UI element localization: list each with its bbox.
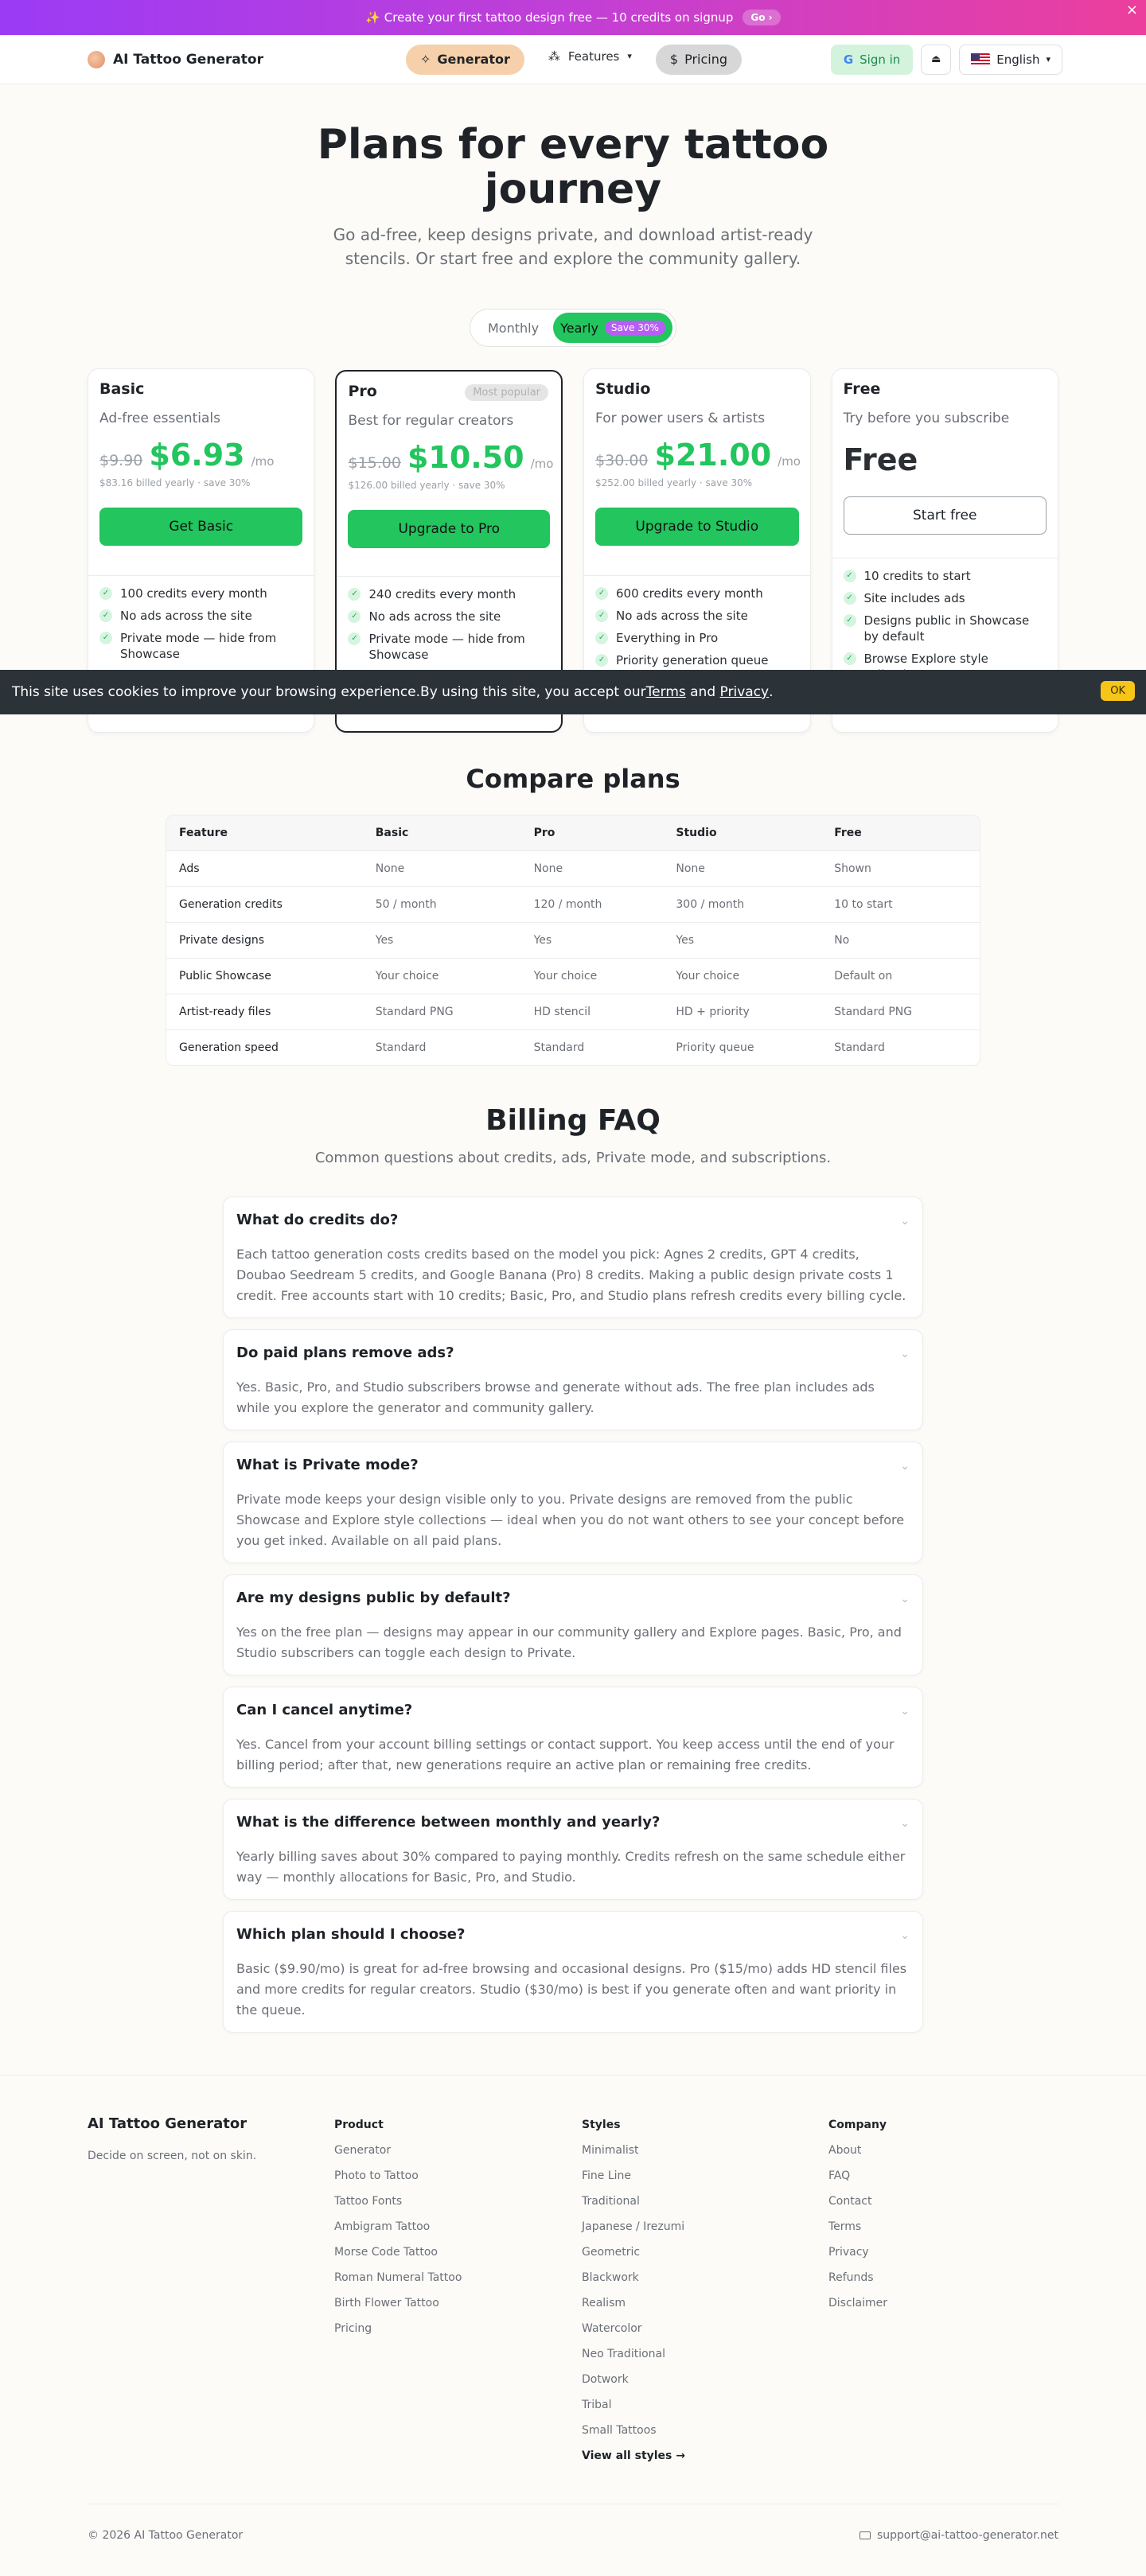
- faq-question: What is Private mode?: [236, 1457, 419, 1473]
- footer-column-title: Product: [334, 2119, 384, 2131]
- chevron-down-icon: ▾: [1046, 54, 1050, 64]
- faq-answer: Yes. Basic, Pro, and Studio subscribers browse and generate without ads. The free plan includes ads while you explore the generator and community gallery.: [236, 1379, 875, 1415]
- feature-text: 10 credits to start: [863, 569, 971, 583]
- table-cell: Priority queue: [676, 1041, 754, 1054]
- yearly-label: Yearly: [560, 320, 598, 336]
- promo-text: ✨ Create your first tattoo design free — 10 credits on signup: [365, 10, 734, 25]
- footer-link[interactable]: Privacy: [828, 2246, 869, 2259]
- table-header: Free: [834, 827, 862, 839]
- table-cell: Shown: [834, 862, 871, 875]
- page-title: Plans for every tattoo journey: [317, 121, 829, 213]
- table-cell: Yes: [533, 934, 552, 947]
- feature-text: 240 credits every month: [368, 587, 516, 601]
- footer-company-column: [828, 2115, 887, 2309]
- faq-question: Are my designs public by default?: [236, 1590, 511, 1606]
- table-cell: Ads: [179, 862, 200, 875]
- faq-question: What do credits do?: [236, 1212, 399, 1228]
- feature-item: [348, 586, 550, 602]
- theme-toggle-button[interactable]: [921, 45, 951, 75]
- table-cell: Artist-ready files: [179, 1006, 271, 1018]
- sign-in-label: Sign in: [860, 52, 901, 67]
- promo-close-icon[interactable]: ×: [1125, 2, 1138, 18]
- feature-item: [595, 586, 798, 601]
- google-icon: G: [843, 52, 854, 67]
- grid-icon: ⁂: [548, 49, 560, 64]
- table-cell: 50 / month: [375, 898, 437, 911]
- language-label: English: [996, 52, 1040, 67]
- sign-in-button[interactable]: [831, 45, 913, 75]
- feature-text: No ads across the site: [616, 609, 748, 623]
- chevron-down-icon: ⌄: [900, 1817, 910, 1830]
- feature-item: [348, 631, 550, 663]
- promo-banner: [0, 0, 1146, 35]
- footer-link[interactable]: Neo Traditional: [582, 2348, 665, 2360]
- footer-link[interactable]: Photo to Tattoo: [334, 2169, 419, 2182]
- faq-question: Do paid plans remove ads?: [236, 1344, 454, 1361]
- footer-tagline: Decide on screen, not on skin.: [88, 2150, 257, 2162]
- faq-item[interactable]: [223, 1911, 923, 2033]
- chevron-down-icon: ⌄: [900, 1348, 910, 1360]
- faq-question: What is the difference between monthly and yearly?: [236, 1814, 661, 1831]
- faq-answer: Yes. Cancel from your account billing settings or contact support. You keep access until the end of your billing period; after that, new generations require an active plan or remaining free credits.: [236, 1737, 895, 1772]
- plan-tagline: For power users & artists: [595, 411, 766, 426]
- chevron-down-icon: ⌄: [900, 1929, 910, 1942]
- table-cell: Public Showcase: [179, 970, 271, 983]
- compare-title: Compare plans: [466, 764, 680, 794]
- current-price: $6.93: [149, 438, 245, 473]
- table-cell: Standard: [834, 1041, 885, 1054]
- old-price: $15.00: [348, 454, 401, 472]
- footer-link[interactable]: Refunds: [828, 2271, 874, 2284]
- privacy-link[interactable]: Privacy: [719, 684, 770, 700]
- feature-item: [99, 586, 302, 601]
- dollar-icon: $: [669, 52, 679, 67]
- upgrade-to-pro-button[interactable]: Upgrade to Pro: [348, 510, 550, 548]
- faq-answer: Each tattoo generation costs credits based on the model you pick: Agnes 2 credits, GPT 4 credits, Doubao Seedream 5 credits, and Google Banana (Pro) 8 credits. Making a public design private costs 1 credit. Free accounts start with 10 credits; Basic, Pro, and Studio plans refresh credits every billing cycle.: [236, 1247, 906, 1303]
- mail-icon: [860, 2531, 871, 2539]
- check-icon: ✓: [844, 652, 856, 665]
- table-header: Studio: [676, 827, 717, 839]
- feature-item: [348, 609, 550, 625]
- upgrade-to-studio-button[interactable]: Upgrade to Studio: [595, 508, 798, 546]
- compare-table: [166, 815, 980, 1066]
- sparkle-icon: ✧: [420, 52, 431, 67]
- faq-answer: Yes on the free plan — designs may appear in our community gallery and Explore pages. Basic, Pro, and Studio subscribers can toggle each design to Private.: [236, 1625, 902, 1660]
- check-icon: ✓: [595, 587, 608, 600]
- plan-name: Free: [843, 380, 881, 398]
- chevron-down-icon: ⌄: [900, 1705, 910, 1718]
- language-select[interactable]: [959, 45, 1062, 75]
- table-cell: Generation speed: [179, 1041, 279, 1054]
- start-free-button[interactable]: Start free: [844, 496, 1047, 535]
- feature-item: [99, 630, 302, 662]
- feature-item: [595, 652, 798, 668]
- chevron-down-icon: ▾: [627, 50, 632, 61]
- table-cell: Yes: [375, 934, 394, 947]
- nav-pricing-label: Pricing: [684, 52, 728, 67]
- faq-answer: Yearly billing saves about 30% compared to paying monthly. Credits refresh on the same schedule either way — monthly allocations for Basic, Pro, and Studio.: [236, 1849, 906, 1885]
- old-price: $9.90: [99, 452, 143, 469]
- check-icon: ✓: [348, 610, 361, 623]
- feature-item: [844, 590, 1047, 606]
- get-basic-button[interactable]: Get Basic: [99, 508, 302, 546]
- promo-go-button[interactable]: Go ›: [743, 10, 780, 25]
- table-cell: Generation credits: [179, 898, 283, 911]
- footer-link[interactable]: Disclaimer: [828, 2297, 888, 2309]
- plan-tagline: Best for regular creators: [348, 413, 514, 429]
- footer-column-title: Styles: [582, 2119, 621, 2131]
- table-header: Feature: [179, 827, 228, 839]
- table-cell: Yes: [676, 934, 694, 947]
- brand-name: AI Tattoo Generator: [113, 51, 263, 68]
- footer-link[interactable]: Morse Code Tattoo: [334, 2246, 438, 2259]
- footer: [0, 2075, 1146, 2576]
- plan-features: [584, 576, 809, 684]
- theme-icon: ⏏: [931, 53, 941, 65]
- table-cell: None: [676, 862, 705, 875]
- table-cell: No: [834, 934, 850, 947]
- check-icon: ✓: [595, 654, 608, 667]
- cookie-text: This site uses cookies to improve your browsing experience.By using this site, you accept our: [12, 684, 646, 700]
- table-row: [166, 886, 980, 922]
- save-badge: Save 30%: [605, 321, 665, 335]
- plan-name: Basic: [99, 380, 145, 398]
- billed-note: $83.16 billed yearly · save 30%: [99, 477, 251, 488]
- check-icon: ✓: [595, 609, 608, 622]
- top-nav: [0, 35, 1146, 84]
- footer-link[interactable]: Minimalist: [582, 2144, 639, 2157]
- feature-text: Private mode — hide from Showcase: [120, 631, 277, 661]
- faq-item[interactable]: [223, 1574, 923, 1675]
- footer-link[interactable]: Tribal: [582, 2399, 612, 2411]
- feature-text: 600 credits every month: [616, 586, 763, 601]
- monthly-toggle-option[interactable]: Monthly: [487, 320, 540, 336]
- nav-features-label: Features: [567, 49, 620, 64]
- check-icon: ✓: [99, 609, 112, 622]
- faq-section: [0, 1104, 1146, 2044]
- table-row: [166, 850, 980, 886]
- cookie-and: and: [685, 684, 720, 700]
- footer-brand: AI Tattoo Generator: [88, 2115, 248, 2132]
- chevron-down-icon: ⌄: [900, 1215, 910, 1228]
- feature-text: Site includes ads: [863, 591, 965, 605]
- table-cell: 300 / month: [676, 898, 745, 911]
- feature-item: [99, 608, 302, 624]
- cookie-end: .: [769, 684, 774, 700]
- table-cell: Default on: [834, 970, 893, 983]
- footer-link[interactable]: Japanese / Irezumi: [582, 2220, 685, 2233]
- table-cell: None: [533, 862, 563, 875]
- hero-section: [0, 84, 1146, 347]
- faq-question: Can I cancel anytime?: [236, 1702, 413, 1718]
- feature-text: No ads across the site: [368, 609, 501, 624]
- cookie-banner: [0, 670, 1146, 714]
- current-price: $10.50: [407, 440, 524, 475]
- footer-link[interactable]: Pricing: [334, 2322, 372, 2335]
- table-header: Pro: [533, 827, 555, 839]
- feature-item: [844, 613, 1047, 644]
- feature-text: No ads across the site: [120, 609, 252, 623]
- cookie-ok-button[interactable]: OK: [1101, 681, 1135, 701]
- check-icon: ✓: [844, 614, 856, 627]
- table-header: Basic: [375, 827, 409, 839]
- table-cell: Your choice: [533, 970, 598, 983]
- table-cell: None: [375, 862, 405, 875]
- footer-link[interactable]: Realism: [582, 2297, 626, 2309]
- feature-item: [595, 608, 798, 624]
- footer-link[interactable]: About: [828, 2144, 862, 2157]
- footer-link[interactable]: Terms: [828, 2220, 862, 2233]
- footer-styles-column: [582, 2115, 685, 2462]
- current-price: $21.00: [654, 438, 772, 473]
- feature-text: Priority generation queue: [616, 653, 769, 667]
- price-period: /mo: [530, 457, 554, 471]
- table-row: [166, 958, 980, 994]
- price-period: /mo: [778, 454, 801, 469]
- feature-text: Designs public in Showcase by default: [863, 613, 1030, 644]
- billed-note: $126.00 billed yearly · save 30%: [348, 480, 505, 491]
- support-email-link[interactable]: [860, 2529, 1058, 2542]
- table-cell: 10 to start: [834, 898, 893, 911]
- faq-item[interactable]: [223, 1442, 923, 1563]
- table-cell: Standard PNG: [834, 1006, 913, 1018]
- table-cell: Private designs: [179, 934, 264, 947]
- feature-text: 100 credits every month: [120, 586, 267, 601]
- us-flag-icon: [971, 53, 990, 66]
- view-all-styles-link[interactable]: View all styles →: [582, 2450, 685, 2462]
- current-price: Free: [843, 442, 918, 477]
- compare-section: [0, 764, 1146, 1066]
- feature-text: Private mode — hide from Showcase: [368, 632, 525, 662]
- footer-link[interactable]: Small Tattoos: [582, 2424, 657, 2437]
- faq-answer: Private mode keeps your design visible only to you. Private designs are removed from the public Showcase and Explore style collections — ideal when you do not want others to see your concept before you get inked. Available on all paid plans.: [236, 1492, 905, 1548]
- table-header-row: [166, 815, 980, 850]
- footer-link[interactable]: Ambigram Tattoo: [334, 2220, 431, 2233]
- billing-toggle: [470, 309, 676, 347]
- faq-question: Which plan should I choose?: [236, 1926, 466, 1943]
- copyright: © 2026 AI Tattoo Generator: [88, 2529, 244, 2542]
- brand-logo-link[interactable]: [88, 51, 263, 68]
- plan-features: [337, 577, 561, 679]
- table-row: [166, 994, 980, 1029]
- footer-column-title: Company: [828, 2119, 887, 2131]
- price-period: /mo: [251, 454, 275, 469]
- footer-link[interactable]: Traditional: [582, 2195, 640, 2208]
- footer-link[interactable]: Watercolor: [582, 2322, 642, 2335]
- table-cell: Standard: [533, 1041, 585, 1054]
- faq-list: [223, 1197, 923, 2033]
- feature-text: Browse Explore style: [863, 652, 988, 666]
- table-cell: Your choice: [375, 970, 439, 983]
- old-price: $30.00: [595, 452, 649, 469]
- faq-item[interactable]: [223, 1687, 923, 1788]
- table-cell: 120 / month: [533, 898, 602, 911]
- nav-generator-button[interactable]: [406, 45, 524, 75]
- footer-link[interactable]: Dotwork: [582, 2373, 629, 2386]
- check-icon: ✓: [99, 632, 112, 644]
- table-cell: HD + priority: [676, 1006, 750, 1018]
- footer-link[interactable]: Geometric: [582, 2246, 641, 2259]
- most-popular-badge: Most popular: [465, 384, 548, 401]
- footer-link[interactable]: Generator: [334, 2144, 392, 2157]
- billed-note: $252.00 billed yearly · save 30%: [595, 477, 753, 488]
- check-icon: ✓: [844, 570, 856, 582]
- plan-name: Studio: [595, 380, 651, 398]
- check-icon: ✓: [595, 632, 608, 644]
- footer-link[interactable]: FAQ: [828, 2169, 851, 2182]
- check-icon: ✓: [348, 632, 361, 645]
- faq-title: Billing FAQ: [485, 1104, 661, 1137]
- footer-link[interactable]: Blackwork: [582, 2271, 639, 2284]
- footer-link[interactable]: Birth Flower Tattoo: [334, 2297, 439, 2309]
- chevron-down-icon: ⌄: [900, 1460, 910, 1473]
- faq-item[interactable]: [223, 1799, 923, 1900]
- terms-link[interactable]: Terms: [645, 684, 686, 700]
- table-row: [166, 1029, 980, 1065]
- plan-tagline: Try before you subscribe: [843, 411, 1010, 426]
- feature-item: [595, 630, 798, 646]
- faq-answer: Basic ($9.90/mo) is great for ad-free browsing and occasional designs. Pro ($15/mo) adds HD stencil files and more credits for regular creators. Studio ($30/mo) is best if you generate often and want priority in the queue.: [236, 1961, 907, 2018]
- check-icon: ✓: [99, 587, 112, 600]
- table-cell: Standard: [375, 1041, 427, 1054]
- table-row: [166, 922, 980, 958]
- table-cell: Your choice: [676, 970, 740, 983]
- footer-brand-column: [88, 2115, 256, 2162]
- check-icon: ✓: [348, 588, 361, 601]
- footer-product-column: [334, 2115, 462, 2335]
- table-cell: HD stencil: [533, 1006, 591, 1018]
- faq-subtitle: Common questions about credits, ads, Private mode, and subscriptions.: [314, 1150, 832, 1166]
- nav-generator-label: Generator: [437, 52, 510, 67]
- chevron-down-icon: ⌄: [900, 1593, 910, 1605]
- faq-item[interactable]: [223, 1197, 923, 1318]
- nav-features-dropdown[interactable]: [534, 41, 646, 72]
- faq-item[interactable]: [223, 1329, 923, 1430]
- plan-name: Pro: [348, 383, 377, 400]
- plan-tagline: Ad-free essentials: [99, 411, 220, 426]
- footer-link[interactable]: Tattoo Fonts: [334, 2195, 403, 2208]
- feature-text: Everything in Pro: [616, 631, 719, 645]
- page-subtitle: Go ad-free, keep designs private, and download artist-ready stencils. Or start free and explore the community gallery.: [333, 225, 813, 268]
- footer-link[interactable]: Fine Line: [582, 2169, 632, 2182]
- footer-link[interactable]: Roman Numeral Tattoo: [334, 2271, 462, 2284]
- feature-item: [844, 568, 1047, 584]
- check-icon: ✓: [844, 592, 856, 605]
- footer-link[interactable]: Contact: [828, 2195, 872, 2208]
- table-cell: Standard PNG: [375, 1006, 454, 1018]
- logo-icon: [88, 51, 105, 68]
- yearly-toggle-option[interactable]: [553, 313, 672, 343]
- support-email: support@ai-tattoo-generator.net: [876, 2529, 1058, 2542]
- nav-pricing-button[interactable]: [656, 45, 742, 75]
